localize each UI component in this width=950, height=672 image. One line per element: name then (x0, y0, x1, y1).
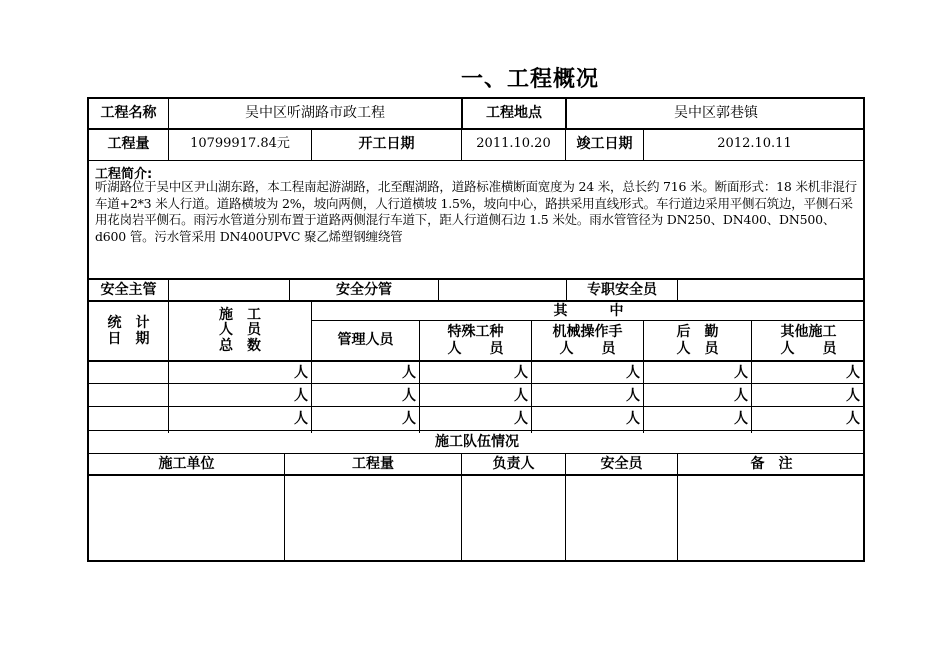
among-header: 其 中 (553, 302, 624, 319)
other-staff-label-2: 人 员 (780, 340, 837, 357)
staff-unit-label: 人 (846, 365, 860, 381)
project-location-label: 工程地点 (486, 105, 542, 122)
total-staff-label-3: 总 数 (219, 337, 261, 354)
end-date-value: 2012.10.11 (717, 136, 792, 152)
staff-unit-label: 人 (402, 388, 416, 404)
staff-unit-label: 人 (294, 365, 308, 381)
start-date-value: 2011.10.20 (476, 136, 551, 152)
team-col-amount: 工程量 (352, 455, 394, 472)
staff-unit-label: 人 (514, 411, 528, 427)
staff-unit-label: 人 (626, 365, 640, 381)
amount-label: 工程量 (107, 136, 150, 153)
stat-date-label-1: 统 计 (107, 314, 150, 331)
staff-unit-label: 人 (626, 411, 640, 427)
total-staff-label-2: 人 员 (219, 322, 261, 339)
page-title: 一、工程概况 (460, 67, 599, 92)
row-divider (89, 474, 865, 476)
staff-unit-label: 人 (294, 388, 308, 404)
logistics-staff-label-2: 人 员 (676, 340, 719, 357)
end-date-label: 竣工日期 (576, 136, 633, 153)
col-divider (677, 279, 678, 301)
logistics-staff-label-1: 后 勤 (676, 324, 719, 341)
staff-unit-label: 人 (402, 365, 416, 381)
col-divider (438, 279, 439, 301)
row-divider (89, 160, 865, 161)
staff-unit-label: 人 (734, 388, 748, 404)
machine-operator-header (532, 321, 643, 360)
team-section-title: 施工队伍情况 (435, 433, 519, 450)
team-col-unit: 施工单位 (158, 455, 215, 472)
staff-unit-label: 人 (294, 411, 308, 427)
project-location-value: 吴中区郭巷镇 (674, 105, 758, 122)
staff-unit-label: 人 (846, 388, 860, 404)
project-overview-table (87, 97, 865, 562)
project-intro-label: 工程简介: (95, 167, 153, 182)
project-name-label: 工程名称 (100, 105, 157, 122)
team-col-note: 备 注 (750, 455, 793, 472)
special-worker-label-2: 人 员 (447, 340, 504, 357)
row-divider (89, 360, 865, 362)
staff-unit-label: 人 (846, 411, 860, 427)
start-date-label: 开工日期 (358, 136, 415, 153)
row-divider (89, 383, 865, 384)
staff-unit-label: 人 (402, 411, 416, 427)
stat-date-label-2: 日 期 (107, 331, 150, 347)
special-worker-header (420, 321, 531, 360)
safety-officer-label: 专职安全员 (587, 281, 657, 298)
safety-deputy-label: 安全分管 (336, 281, 392, 298)
stat-date-header (89, 302, 168, 360)
team-col-leader: 负责人 (492, 455, 535, 472)
col-divider (168, 279, 169, 301)
machine-operator-label-2: 人 员 (559, 340, 616, 357)
safety-chief-label: 安全主管 (100, 281, 157, 298)
project-name-value: 吴中区听湖路市政工程 (245, 105, 385, 122)
staff-unit-label: 人 (734, 411, 748, 427)
other-staff-label-1: 其他施工 (780, 324, 837, 341)
project-intro-text: 听湖路位于吴中区尹山湖东路，本工程南起游湖路，北至醒湖路，道路标准横断面宽度为 24 米，总长约 716 米。断面形式：18 米机非混行车道+2*3 米人行道。道路横坡为 2%，坡向两侧，人行道横坡 1.5%，坡向中心，路拱采用直线形式。车行道边采用平侧石筑边，平侧石采用花岗岩平侧石。雨污水管道分别布置于道路两侧混行车道下，距人行道侧石边 1.5 米处。雨水管管径为 DN250、DN400、DN500、d600 管。污水管采用 DN400UPVC 聚乙烯塑钢缠绕管 (95, 179, 857, 244)
special-worker-label-1: 特殊工种 (447, 324, 504, 341)
logistics-staff-header (644, 321, 751, 360)
staff-unit-label: 人 (514, 365, 528, 381)
total-staff-label-1: 施 工 (219, 306, 261, 323)
total-staff-header (169, 302, 311, 360)
staff-unit-label: 人 (514, 388, 528, 404)
management-staff-header: 管理人员 (337, 332, 394, 349)
row-divider (89, 406, 865, 407)
staff-unit-label: 人 (626, 388, 640, 404)
team-col-safety: 安全员 (600, 455, 643, 472)
other-staff-header (752, 321, 865, 360)
amount-value: 10799917.84元 (190, 136, 290, 152)
staff-unit-label: 人 (734, 365, 748, 381)
machine-operator-label-1: 机械操作手 (552, 324, 623, 341)
row-divider (89, 278, 865, 280)
